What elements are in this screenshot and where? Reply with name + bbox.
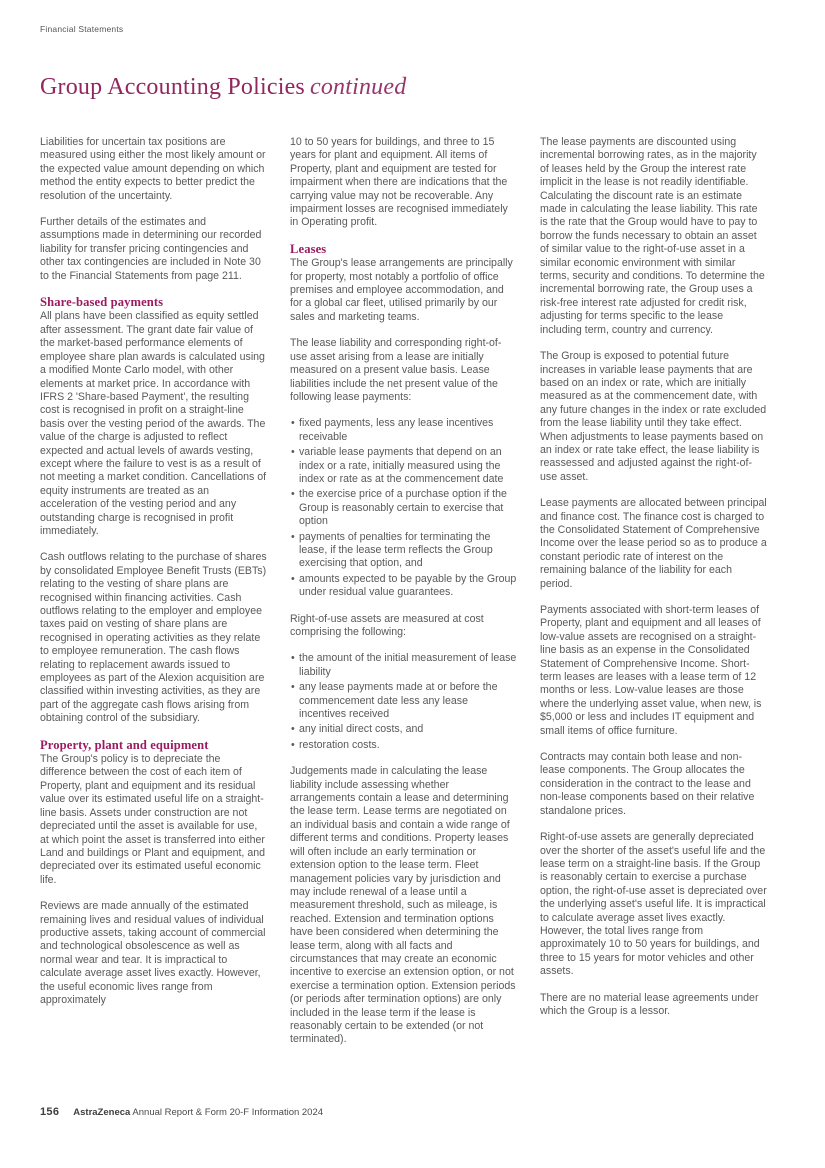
text-column-3 — [540, 136, 767, 1060]
bullet-item: • variable lease payments that depend on an index or a rate, initially measured using the index or rate as at the commencement date — [299, 446, 517, 486]
paragraph: Liabilities for uncertain tax positions are measured using either the most likely amount or the expected value amount depending on which method the entity expects to better predict the resolution of the uncertainty. — [40, 136, 266, 202]
paragraph: Further details of the estimates and assumptions made in determining our recorded liability for transfer pricing contingencies and other tax contingencies are included in Note 30 to the Financial Statements from page 211. — [40, 216, 262, 282]
paragraph: Right-of-use assets are measured at cost comprising the following: — [290, 612, 484, 638]
page-number: 156 — [40, 1106, 60, 1118]
columns — [40, 136, 767, 1060]
footer-brand: AstraZeneca — [73, 1107, 131, 1118]
bullet-item: • amounts expected to be payable by the Group under residual value guarantees. — [299, 573, 517, 600]
bullet-item: • restoration costs. — [299, 739, 517, 752]
paragraph: The lease liability and corresponding right-of-use asset arising from a lease are initially measured on a present value basis. Lease liabilities include the net present value of the following lease payments: — [290, 337, 502, 403]
bullet-item: • any initial direct costs, and — [299, 723, 517, 736]
bullet-item: • the amount of the initial measurement of lease liability — [299, 652, 517, 679]
section-heading: Share-based payments — [40, 295, 164, 310]
bullet-list — [290, 417, 517, 599]
page-title-continued: continued — [309, 74, 407, 100]
page-title-main: Group Accounting Policies — [40, 74, 305, 100]
bullet-item: • any lease payments made at or before the commencement date less any lease incentives received — [299, 681, 517, 721]
section-heading: Leases — [290, 241, 327, 256]
paragraph: Right-of-use assets are generally depreciated over the shorter of the asset's useful life and the lease term on a straight-line basis. If the Group is reasonably certain to exercise a purchase option, the right-of-use asset is depreciated over the underlying asset's useful life. It is impractical to calculate average asset lives exactly. However, the total lives range from approximately 10 to 50 years for buildings, and three to 15 years for motor vehicles and other assets. — [540, 831, 767, 978]
paragraph: Lease payments are allocated between principal and finance cost. The finance cost is charged to the Consolidated Statement of Comprehensive Income over the lease period so as to produce a constant periodic rate of interest on the remaining balance of the liability for each period. — [540, 497, 767, 590]
section-heading: Property, plant and equipment — [40, 737, 209, 752]
page-title — [40, 74, 406, 101]
footer-report-label: Annual Report & Form 20-F Information 2024 — [130, 1107, 324, 1118]
bullet-item: • fixed payments, less any lease incentives receivable — [299, 417, 517, 444]
paragraph: The Group is exposed to potential future increases in variable lease payments that are based on an index or rate, which are initially measured as at the commencement date, with any future changes in the index or rate excluded from the lease liability until they take effect. When adjustments to lease payments based on an index or rate take effect, the lease liability is reassessed and adjusted against the right-of-use asset. — [540, 350, 767, 483]
page-footer — [40, 1106, 323, 1118]
paragraph: 10 to 50 years for buildings, and three to 15 years for plant and equipment. All items of Property, plant and equipment are tested for impairment when there are indications that the carrying value may not be recoverable. Any impairment losses are recognised immediately in Operating profit. — [290, 136, 508, 229]
paragraph: Contracts may contain both lease and non-lease components. The Group allocates the consideration in the contract to the lease and non-lease components based on their relative standalone prices. — [540, 751, 755, 817]
bullet-item: • the exercise price of a purchase option if the Group is reasonably certain to exercise that option — [299, 488, 517, 528]
paragraph: Payments associated with short-term leases of Property, plant and equipment and all leases of low-value assets are recognised on a straight-line basis as an expense in the Consolidated Statement of Comprehensive Income. Short-term leases are leases with a lease term of 12 months or less. Low-value leases are those where the underlying asset value, when new, is $5,000 or less and includes IT equipment and small items of office furniture. — [540, 604, 762, 737]
paragraph: The Group's policy is to depreciate the difference between the cost of each item of Property, plant and equipment and its residual value over its estimated useful life on a straight-line basis. Assets under construction are not depreciated until the asset is available for use, at which point the asset is transferred into either Land and buildings or Plant and equipment, and depreciated over its estimated useful economic life. — [40, 753, 265, 886]
bullet-list — [290, 652, 517, 752]
bullet-item: • payments of penalties for terminating the lease, if the lease term reflects the Group exercising that option, and — [299, 531, 517, 571]
text-column-2 — [290, 136, 517, 1060]
footer-text — [73, 1107, 323, 1118]
paragraph: The Group's lease arrangements are principally for property, most notably a portfolio of office premises and employee accommodation, and for a global car fleet, utilised primarily by our sales and marketing teams. — [290, 257, 513, 323]
breadcrumb: Financial Statements — [40, 24, 124, 34]
paragraph: Reviews are made annually of the estimated remaining lives and residual values of individual productive assets, taking account of commercial and technological obsolescence as well as normal wear and tear. It is impractical to calculate average asset lives exactly. However, the useful economic lives range from approximately — [40, 900, 266, 1006]
paragraph: The lease payments are discounted using incremental borrowing rates, as in the majority of leases held by the Group the interest rate implicit in the lease is not readily identifiable. Calculating the discount rate is an estimate made in calculating the lease liability. This rate is the rate that the Group would have to pay to borrow the funds necessary to obtain an asset of similar value to the right-of-use asset in a similar economic environment with similar terms, security and conditions. To determine the incremental borrowing rate, the Group uses a risk-free interest rate adjusted for credit risk, adjusting for terms specific to the lease including term, country and currency. — [540, 136, 765, 336]
paragraph: There are no material lease agreements under which the Group is a lessor. — [540, 991, 759, 1017]
paragraph: Cash outflows relating to the purchase of shares by consolidated Employee Benefit Trusts (EBTs) relating to the vesting of share plans are recognised within financing activities. Cash outflows relating to the employer and employee taxes paid on vesting of share plans are recognised in operating activities as they relate to employee remuneration. The cash flows relating to replacement awards issued to employees as part of the Alexion acquisition are classified within investing activities, as they are part of the aggregate cash flows arising from obtaining control of the subsidiary. — [40, 551, 267, 725]
text-column-1 — [40, 136, 267, 1060]
paragraph: All plans have been classified as equity settled after assessment. The grant date fair value of the market-based performance elements of employee share plan awards is calculated using a modified Monte Carlo model, with other elements at market price. In accordance with IFRS 2 'Share-based Payment', the resulting cost is recognised in profit on a straight-line basis over the vesting period of the awards. The value of the charge is adjusted to reflect expected and actual levels of awards vesting, except where the failure to vest is as a result of not meeting a market condition. Cancellations of equity instruments are treated as an acceleration of the vesting period and any outstanding charge is recognised in profit immediately. — [40, 310, 267, 537]
paragraph: Judgements made in calculating the lease liability include assessing whether arrangements contain a lease and determining the lease term. Lease terms are negotiated on an individual basis and contain a wide range of different terms and conditions. Property leases will often include an early termination or extension option to the lease term. Fleet management policies vary by jurisdiction and may include renewal of a lease until a measurement threshold, such as mileage, is reached. Extension and termination options have been considered when determining the lease term, along with all facts and circumstances that may create an economic incentive to exercise an extension option, or not exercise a termination option. Extension periods (or periods after termination options) are only included in the lease term if the lease is reasonably certain to be extended (or not terminated). — [290, 765, 516, 1046]
